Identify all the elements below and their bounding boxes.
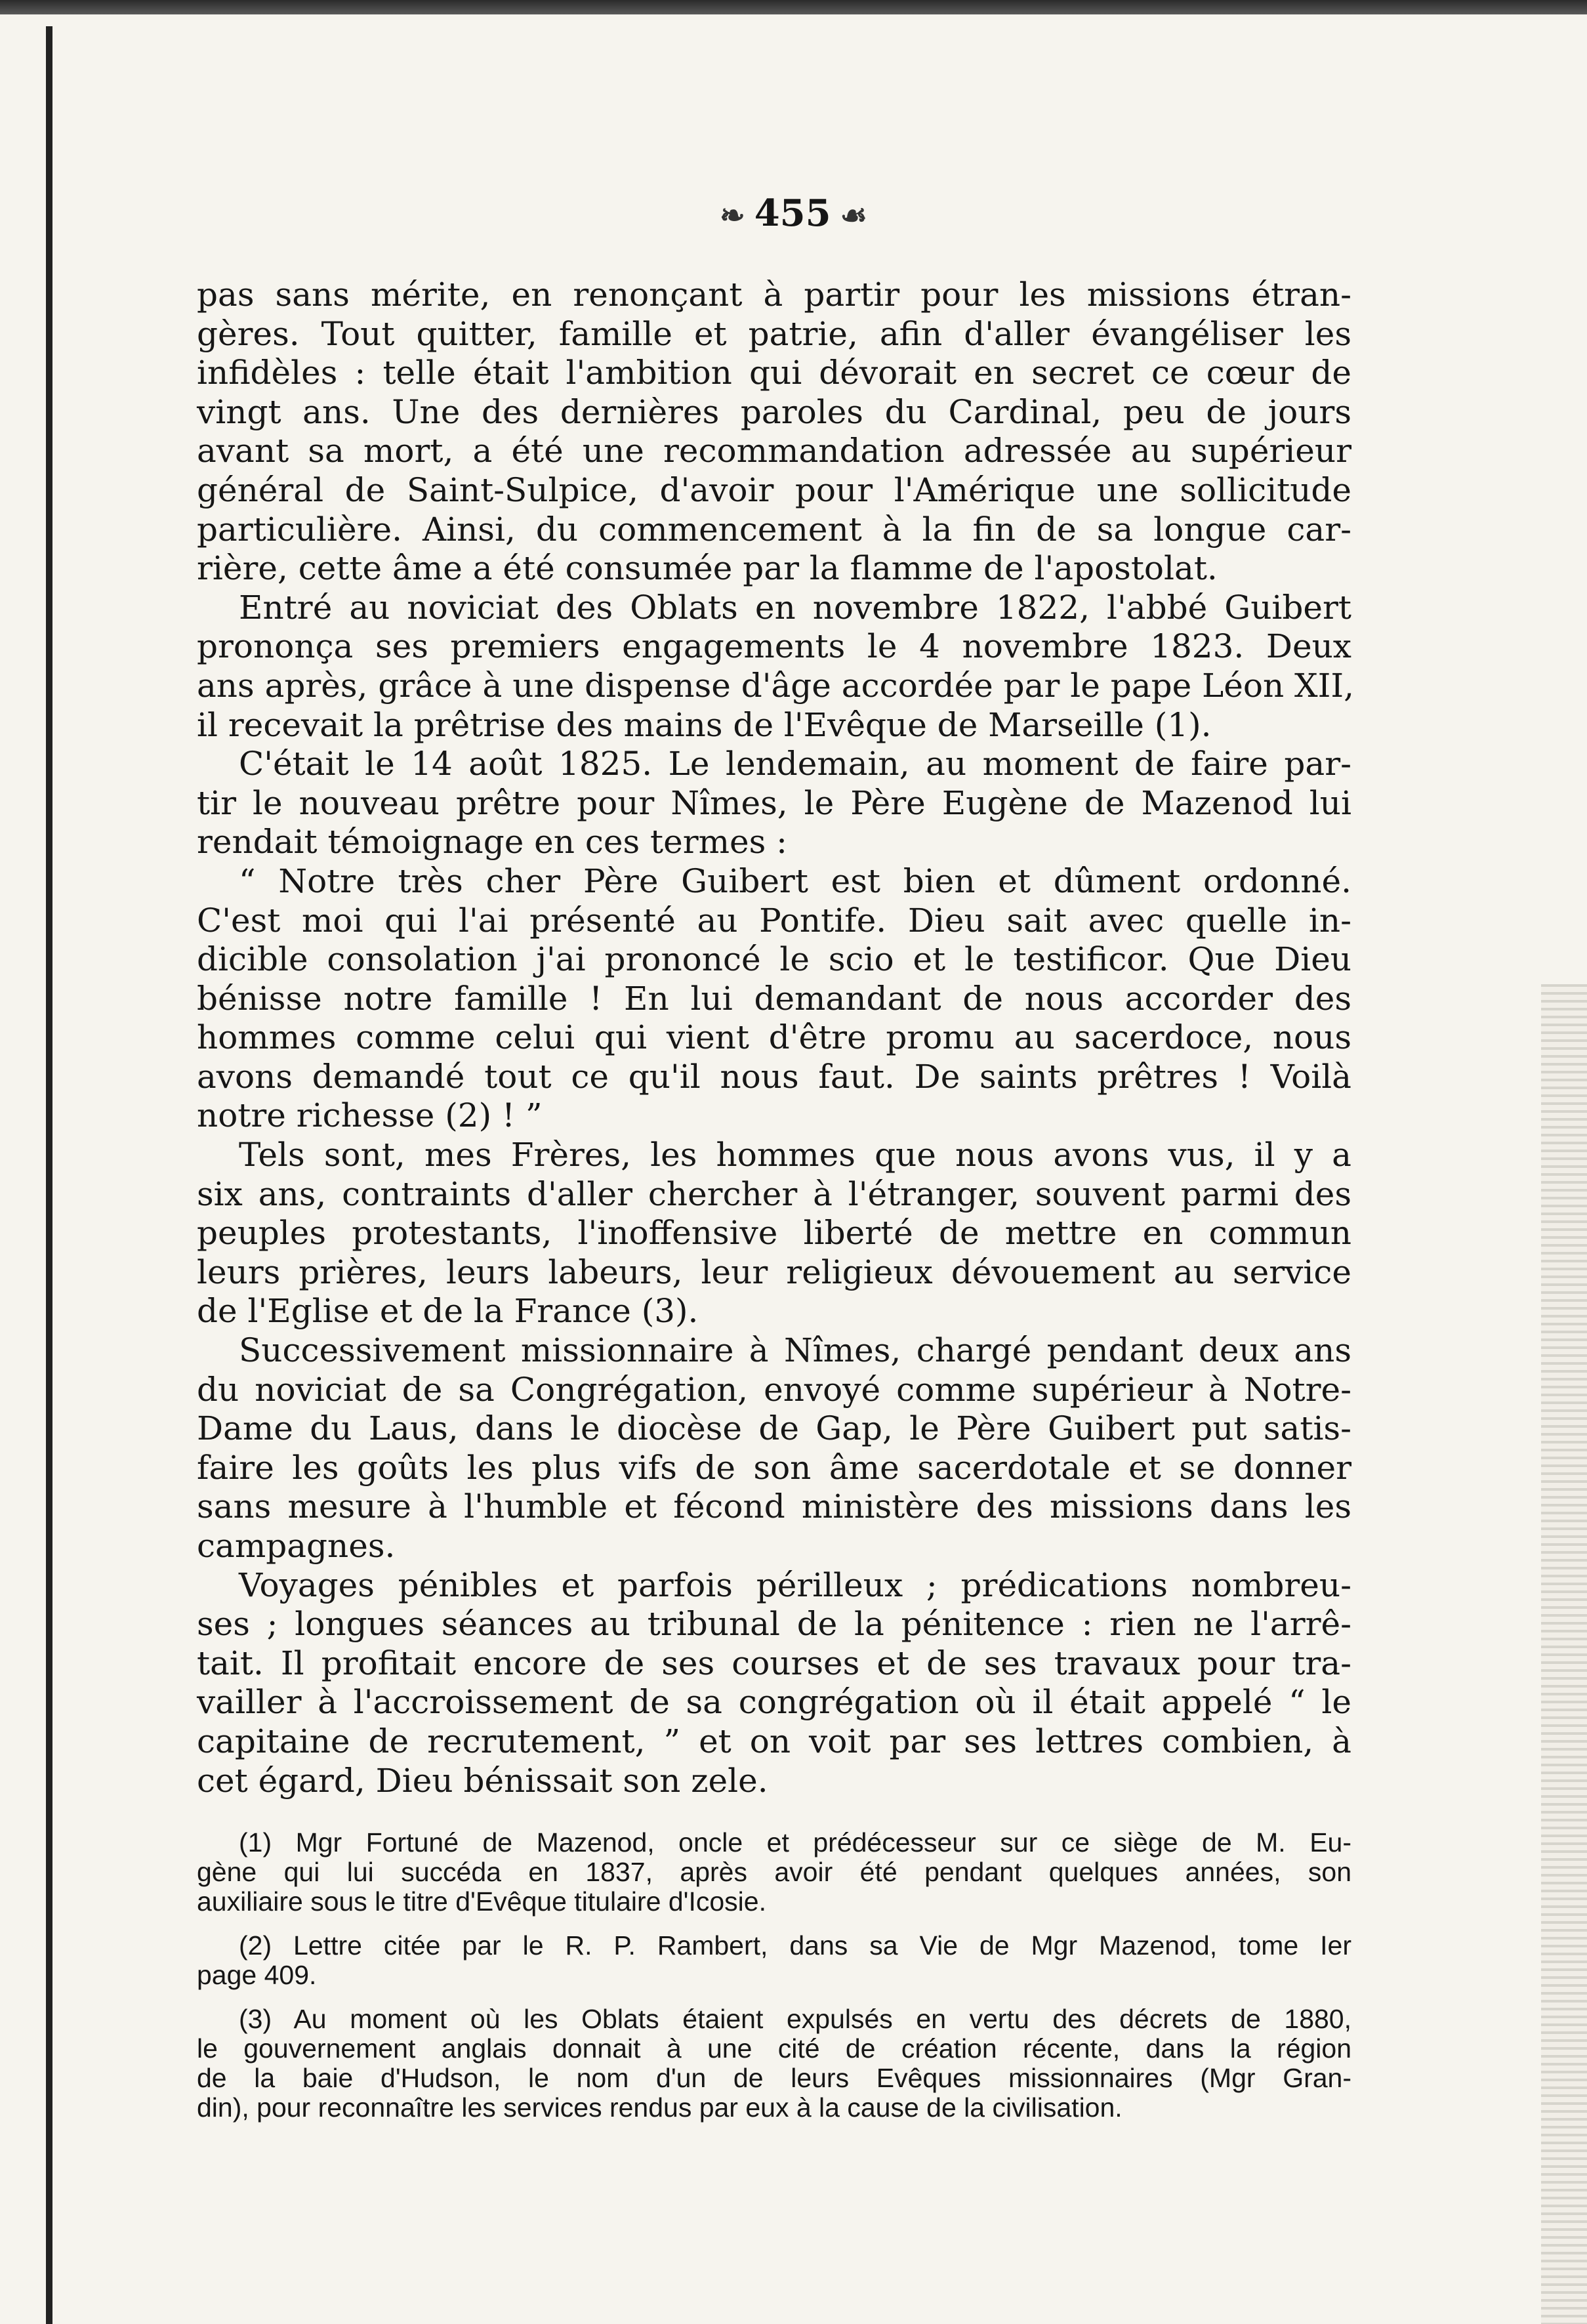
text-line: tir le nouveau prêtre pour Nîmes, le Père Eugène de Mazenod lui	[197, 783, 1351, 822]
text-line: il recevait la prêtrise des mains de l'Evêque de Marseille (1).	[197, 705, 1212, 744]
text-line: rière, cette âme a été consumée par la flamme de l'apostolat.	[197, 549, 1218, 588]
text-line: (1) Mgr Fortuné de Mazenod, oncle et prédécesseur sur ce siège de M. Eu-	[239, 1827, 1351, 1857]
text-line: “ Notre très cher Père Guibert est bien et dûment ordonné.	[239, 861, 1351, 900]
text-line: vailler à l'accroissement de sa congrégation où il était appelé “ le	[197, 1683, 1351, 1722]
footnote-2	[197, 1931, 1351, 1990]
text-line: général de Saint-Sulpice, d'avoir pour l'Amérique une sollicitude	[197, 470, 1351, 509]
text-line: page 409.	[197, 1960, 317, 1990]
text-line: cet égard, Dieu bénissait son zele.	[197, 1761, 768, 1800]
text-line: Tels sont, mes Frères, les hommes que nous avons vus, il y a	[239, 1136, 1351, 1174]
text-line: bénisse notre famille ! En lui demandant de nous accorder des	[197, 979, 1351, 1018]
text-line: gène qui lui succéda en 1837, après avoir été pendant quelques années, son	[197, 1857, 1351, 1887]
footnote-1	[197, 1828, 1351, 1917]
text-line: avant sa mort, a été une recommandation adressée au supérieur	[197, 432, 1351, 470]
page-header	[0, 192, 1587, 235]
text-line: C'était le 14 août 1825. Le lendemain, au moment de faire par-	[239, 745, 1351, 783]
text-line: hommes comme celui qui vient d'être promu au sacerdoce, nous	[197, 1018, 1351, 1057]
text-line: (3) Au moment où les Oblats étaient expulsés en vertu des décrets de 1880,	[239, 2004, 1351, 2034]
text-line: leurs prières, leurs labeurs, leur religieux dévouement au service	[197, 1253, 1351, 1291]
text-line: du noviciat de sa Congrégation, envoyé comme supérieur à Notre-	[197, 1370, 1351, 1409]
text-line: Voyages pénibles et parfois périlleux ; prédications nombreu-	[239, 1566, 1351, 1604]
text-line: rendait témoignage en ces termes :	[197, 823, 787, 861]
page-number: 455	[754, 192, 831, 235]
body-text	[197, 276, 1355, 1800]
page-edge-shadow	[1541, 984, 1587, 2324]
text-line: gères. Tout quitter, famille et patrie, afin d'aller évangéliser les	[197, 314, 1351, 353]
text-line: Successivement missionnaire à Nîmes, chargé pendant deux ans	[239, 1331, 1351, 1370]
text-line: capitaine de recrutement, ” et on voit par ses lettres combien, à	[197, 1722, 1351, 1760]
footnotes	[197, 1828, 1351, 2137]
text-line: pas sans mérite, en renonçant à partir pour les missions étran-	[197, 276, 1351, 314]
footnote-3	[197, 2004, 1351, 2123]
text-line: six ans, contraints d'aller chercher à l'étranger, souvent parmi des	[197, 1174, 1351, 1213]
top-border	[0, 0, 1587, 14]
text-line: (2) Lettre citée par le R. P. Rambert, dans sa Vie de Mgr Mazenod, tome Ier	[239, 1930, 1351, 1961]
text-line: avons demandé tout ce qu'il nous faut. De saints prêtres ! Voilà	[197, 1057, 1351, 1096]
text-line: auxiliaire sous le titre d'Evêque titulaire d'Icosie.	[197, 1886, 766, 1917]
text-line: de l'Eglise et de la France (3).	[197, 1292, 699, 1331]
text-line: particulière. Ainsi, du commencement à la fin de sa longue car-	[197, 510, 1351, 549]
text-line: C'est moi qui l'ai présenté au Pontife. Dieu sait avec quelle in-	[197, 901, 1351, 940]
left-binding-rule	[46, 26, 52, 2324]
text-line: tait. Il profitait encore de ses courses et de ses travaux pour tra-	[197, 1644, 1351, 1682]
ornament-right-icon: ☙	[840, 197, 867, 233]
text-line: sans mesure à l'humble et fécond ministère des missions dans les	[197, 1487, 1351, 1526]
text-line: ses ; longues séances au tribunal de la pénitence : rien ne l'arrê-	[197, 1605, 1351, 1644]
text-line: notre richesse (2) ! ”	[197, 1096, 543, 1135]
text-line: prononça ses premiers engagements le 4 novembre 1823. Deux	[197, 627, 1351, 666]
text-line: le gouvernement anglais donnait à une cité de création récente, dans la région	[197, 2033, 1351, 2064]
text-line: din), pour reconnaître les services rendus par eux à la cause de la civilisation.	[197, 2092, 1123, 2123]
text-line: dicible consolation j'ai prononcé le scio et le testificor. Que Dieu	[197, 940, 1351, 979]
text-line: Dame du Laus, dans le diocèse de Gap, le Père Guibert put satis-	[197, 1409, 1351, 1448]
ornament-left-icon: ❧	[720, 197, 745, 233]
text-line: infidèles : telle était l'ambition qui dévorait en secret ce cœur de	[197, 354, 1351, 392]
text-line: vingt ans. Une des dernières paroles du Cardinal, peu de jours	[197, 392, 1351, 431]
text-line: ans après, grâce à une dispense d'âge accordée par le pape Léon XII,	[197, 666, 1355, 705]
text-line: campagnes.	[197, 1527, 396, 1565]
text-line: faire les goûts les plus vifs de son âme sacerdotale et se donner	[197, 1448, 1351, 1487]
text-line: peuples protestants, l'inoffensive liberté de mettre en commun	[197, 1214, 1351, 1253]
text-line: Entré au noviciat des Oblats en novembre 1822, l'abbé Guibert	[239, 588, 1351, 627]
text-line: de la baie d'Hudson, le nom d'un de leurs Evêques missionnaires (Mgr Gran-	[197, 2063, 1351, 2093]
